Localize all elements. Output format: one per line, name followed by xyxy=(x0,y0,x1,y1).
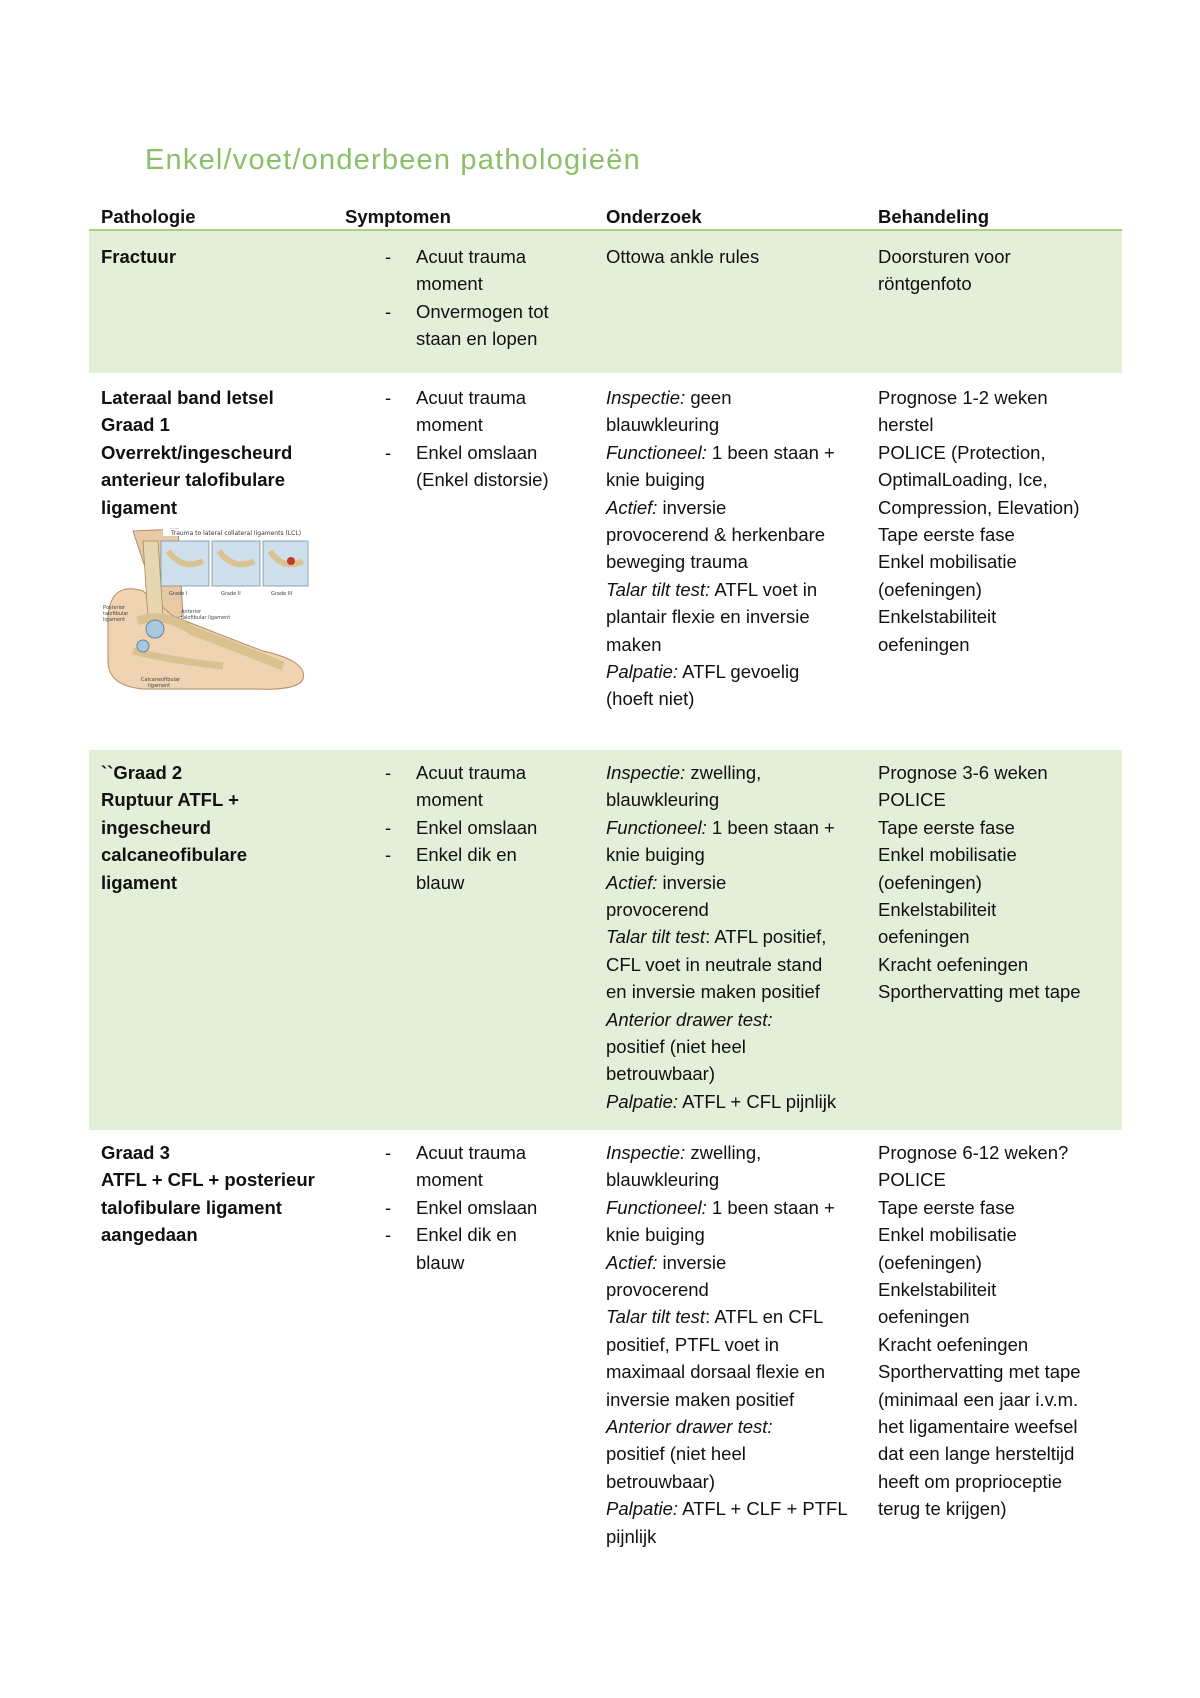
treatment-line: Enkel mobilisatie xyxy=(878,844,1017,866)
treatment-line: Kracht oefeningen xyxy=(878,1333,1029,1355)
exam-text: knie buiging xyxy=(606,844,705,866)
treatment-line: Enkel mobilisatie xyxy=(878,551,1017,573)
exam-text: zwelling, xyxy=(685,762,762,783)
svg-text:Grade I: Grade I xyxy=(169,591,188,597)
treatment-line: dat een lange hersteltijd xyxy=(878,1443,1075,1465)
pathology-line: Fractuur xyxy=(101,246,177,267)
pathology-line: ingescheurd xyxy=(101,816,211,838)
exam-text: inversie xyxy=(657,871,727,893)
exam-text: betrouwbaar) xyxy=(606,1470,716,1492)
svg-text:talofibular: talofibular xyxy=(103,611,129,617)
exam-label: Palpatie: xyxy=(606,661,678,683)
symptom-line: Onvermogen tot xyxy=(416,300,549,322)
pathology-line: ligament xyxy=(101,871,178,893)
treatment-line: (oefeningen) xyxy=(878,871,982,893)
exam-text: knie buiging xyxy=(606,1224,705,1246)
treatment-line: Enkelstabiliteit xyxy=(878,1279,997,1301)
pathology-cell xyxy=(101,1139,331,1249)
exam-text: inversie xyxy=(657,496,727,518)
header-pathologie: Pathologie xyxy=(101,206,196,227)
treatment-cell xyxy=(878,759,1118,1006)
treatment-line: Prognose 1-2 weken xyxy=(878,387,1048,408)
pathology-line: ATFL + CFL + posterieur xyxy=(101,1169,315,1191)
pathology-line: ligament xyxy=(101,496,178,518)
treatment-cell xyxy=(878,243,1118,298)
symptoms-cell xyxy=(416,243,606,353)
exam-text: zwelling, xyxy=(685,1142,762,1163)
exam-label: Anterior drawer test: xyxy=(606,1008,773,1030)
symptom-line: Enkel omslaan xyxy=(416,1196,538,1218)
svg-text:Posterior: Posterior xyxy=(103,605,126,611)
symptom-line: Acuut trauma xyxy=(416,1142,527,1163)
treatment-line: OptimalLoading, Ice, xyxy=(878,469,1048,491)
exam-label: Talar tilt test xyxy=(606,926,706,948)
treatment-line: Prognose 6-12 weken? xyxy=(878,1142,1069,1163)
pathology-line: ``Graad 2 xyxy=(101,762,183,783)
symptoms-cell xyxy=(416,384,606,494)
treatment-line: (oefeningen) xyxy=(878,578,982,600)
bullet-dash: - xyxy=(385,762,392,783)
svg-text:Grade III: Grade III xyxy=(271,591,293,597)
header-onderzoek: Onderzoek xyxy=(606,206,702,227)
exam-text: positief, PTFL voet in xyxy=(606,1333,780,1355)
exam-label: Inspectie: xyxy=(606,762,686,783)
exam-text: geen xyxy=(685,387,732,408)
treatment-line: herstel xyxy=(878,414,934,436)
pathology-line: talofibulare ligament xyxy=(101,1196,282,1218)
exam-label: Actief: xyxy=(606,496,658,518)
svg-text:ligament: ligament xyxy=(103,617,126,623)
exam-text: inversie maken positief xyxy=(606,1388,795,1410)
treatment-line: Compression, Elevation) xyxy=(878,496,1080,518)
symptom-line: moment xyxy=(416,273,483,295)
bullet-dash: - xyxy=(385,1142,392,1163)
exam-label: Functioneel: xyxy=(606,1196,707,1218)
exam-label: Actief: xyxy=(606,1251,658,1273)
bullet-dash: - xyxy=(385,300,392,322)
symptom-line: Enkel omslaan xyxy=(416,441,538,463)
treatment-line: heeft om proprioceptie xyxy=(878,1470,1063,1492)
bullet-dash: - xyxy=(385,387,392,408)
symptom-line: moment xyxy=(416,1169,483,1191)
symptoms-cell xyxy=(416,1139,606,1276)
table-row xyxy=(89,750,1122,1130)
exam-text: blauwkleuring xyxy=(606,1169,720,1191)
exam-text: positief (niet heel xyxy=(606,1443,746,1465)
treatment-line: POLICE xyxy=(878,1169,946,1191)
bullet-dash: - xyxy=(385,844,392,866)
exam-text: ATFL + CLF + PTFL xyxy=(678,1498,848,1520)
symptom-line: Acuut trauma xyxy=(416,387,527,408)
exam-text: provocerend xyxy=(606,899,709,921)
exam-text: ATFL + CFL pijnlijk xyxy=(678,1090,837,1112)
treatment-cell xyxy=(878,1139,1118,1523)
treatment-line: oefeningen xyxy=(878,1306,970,1328)
svg-text:Calcaneofibular: Calcaneofibular xyxy=(141,677,181,683)
exam-text: (hoeft niet) xyxy=(606,688,695,710)
exam-text: knie buiging xyxy=(606,469,705,491)
exam-text: blauwkleuring xyxy=(606,414,720,436)
bullet-dash: - xyxy=(385,1196,392,1218)
examination-line: Ottowa ankle rules xyxy=(606,246,760,267)
exam-text: plantair flexie en inversie xyxy=(606,606,810,628)
svg-text:Grade II: Grade II xyxy=(221,591,241,597)
treatment-line: Tape eerste fase xyxy=(878,1196,1015,1218)
table-row xyxy=(89,231,1122,373)
pathology-line: Overrekt/ingescheurd xyxy=(101,441,293,463)
exam-text: betrouwbaar) xyxy=(606,1063,716,1085)
treatment-line: het ligamentaire weefsel xyxy=(878,1416,1078,1438)
symptoms-cell xyxy=(416,759,606,896)
exam-text: 1 been staan + xyxy=(706,441,835,463)
header-behandeling: Behandeling xyxy=(878,206,990,227)
treatment-line: Enkelstabiliteit xyxy=(878,606,997,628)
pathology-line: anterieur talofibulare xyxy=(101,469,286,491)
pathology-table xyxy=(89,200,1122,1550)
treatment-line: Tape eerste fase xyxy=(878,816,1015,838)
examination-cell xyxy=(606,1139,861,1550)
exam-label: Palpatie: xyxy=(606,1090,678,1112)
svg-text:talofibular ligament: talofibular ligament xyxy=(181,615,231,621)
treatment-line: POLICE xyxy=(878,789,946,811)
exam-text: blauwkleuring xyxy=(606,789,720,811)
symptom-line: staan en lopen xyxy=(416,328,538,350)
pathology-cell xyxy=(101,384,331,521)
treatment-line: Enkelstabiliteit xyxy=(878,899,997,921)
svg-text:ligament: ligament xyxy=(148,683,171,689)
symptom-line: (Enkel distorsie) xyxy=(416,469,549,491)
pathology-line: Ruptuur ATFL + xyxy=(101,789,239,811)
exam-text: positief (niet heel xyxy=(606,1036,746,1058)
exam-text: pijnlijk xyxy=(606,1525,657,1547)
treatment-line: POLICE (Protection, xyxy=(878,441,1046,463)
exam-text: 1 been staan + xyxy=(706,816,835,838)
treatment-line: Tape eerste fase xyxy=(878,524,1015,546)
symptom-line: blauw xyxy=(416,871,465,893)
exam-text: : ATFL en CFL xyxy=(705,1306,824,1328)
pathology-cell xyxy=(101,243,331,270)
exam-text: provocerend & herkenbare xyxy=(606,524,826,546)
exam-text: inversie xyxy=(657,1251,727,1273)
exam-text: beweging trauma xyxy=(606,551,748,573)
table-row xyxy=(89,1130,1122,1550)
ankle-ligament-illustration xyxy=(103,521,313,696)
exam-text: 1 been staan + xyxy=(706,1196,835,1218)
ankle-illustration-icon xyxy=(103,521,313,696)
pathology-line: Graad 3 xyxy=(101,1142,170,1163)
svg-text:Anterior: Anterior xyxy=(181,609,202,615)
pathology-cell xyxy=(101,759,331,896)
bullet-dash: - xyxy=(385,816,392,838)
exam-label: Inspectie: xyxy=(606,1142,686,1163)
svg-text:Trauma to lateral collateral l: Trauma to lateral collateral ligaments (LCL) xyxy=(171,530,302,537)
dash-column xyxy=(385,243,415,325)
exam-label: Inspectie: xyxy=(606,387,686,408)
table-row xyxy=(89,373,1122,750)
symptom-line: moment xyxy=(416,789,483,811)
treatment-line: oefeningen xyxy=(878,633,970,655)
treatment-cell xyxy=(878,384,1118,658)
treatment-line: oefeningen xyxy=(878,926,970,948)
symptom-line: blauw xyxy=(416,1251,465,1273)
exam-text: maken xyxy=(606,633,662,655)
symptom-line: moment xyxy=(416,414,483,436)
header-symptomen: Symptomen xyxy=(345,206,451,227)
exam-text: en inversie maken positief xyxy=(606,981,820,1003)
exam-label: Talar tilt test xyxy=(606,1306,706,1328)
treatment-line: Sporthervatting met tape xyxy=(878,1361,1081,1383)
pathology-line: aangedaan xyxy=(101,1224,198,1246)
examination-cell xyxy=(606,759,861,1115)
exam-label: Functioneel: xyxy=(606,441,707,463)
exam-text: ATFL voet in xyxy=(710,578,818,600)
symptom-line: Enkel dik en xyxy=(416,1224,517,1246)
treatment-line: Enkel mobilisatie xyxy=(878,1224,1017,1246)
symptom-line: Acuut trauma xyxy=(416,762,527,783)
treatment-line: terug te krijgen) xyxy=(878,1498,1007,1520)
bullet-dash: - xyxy=(385,441,392,463)
treatment-line: Prognose 3-6 weken xyxy=(878,762,1048,783)
treatment-line: (minimaal een jaar i.v.m. xyxy=(878,1388,1079,1410)
exam-label: Anterior drawer test: xyxy=(606,1416,773,1438)
exam-text: ATFL gevoelig xyxy=(678,661,800,683)
exam-text: provocerend xyxy=(606,1279,709,1301)
pathology-line: calcaneofibulare xyxy=(101,844,248,866)
examination-cell xyxy=(606,384,861,713)
page-title: Enkel/voet/onderbeen pathologieën xyxy=(145,144,641,176)
bullet-dash: - xyxy=(385,1224,392,1246)
dash-column xyxy=(385,1139,415,1249)
pathology-line: Lateraal band letsel xyxy=(101,387,274,408)
bullet-dash: - xyxy=(385,246,392,267)
treatment-line: Sporthervatting met tape xyxy=(878,981,1081,1003)
treatment-line: Doorsturen voor xyxy=(878,246,1011,267)
examination-cell xyxy=(606,243,861,270)
exam-label: Talar tilt test: xyxy=(606,578,711,600)
symptom-line: Enkel omslaan xyxy=(416,816,538,838)
symptom-line: Acuut trauma xyxy=(416,246,527,267)
treatment-line: (oefeningen) xyxy=(878,1251,982,1273)
pathology-line: Graad 1 xyxy=(101,414,170,436)
dash-column xyxy=(385,759,415,869)
exam-text: : ATFL positief, xyxy=(705,926,827,948)
exam-label: Actief: xyxy=(606,871,658,893)
treatment-line: röntgenfoto xyxy=(878,273,972,295)
treatment-line: Kracht oefeningen xyxy=(878,953,1029,975)
dash-column xyxy=(385,384,415,466)
exam-label: Palpatie: xyxy=(606,1498,678,1520)
exam-label: Functioneel: xyxy=(606,816,707,838)
symptom-line: Enkel dik en xyxy=(416,844,517,866)
table-header xyxy=(89,200,1122,231)
exam-text: CFL voet in neutrale stand xyxy=(606,953,823,975)
exam-text: maximaal dorsaal flexie en xyxy=(606,1361,826,1383)
